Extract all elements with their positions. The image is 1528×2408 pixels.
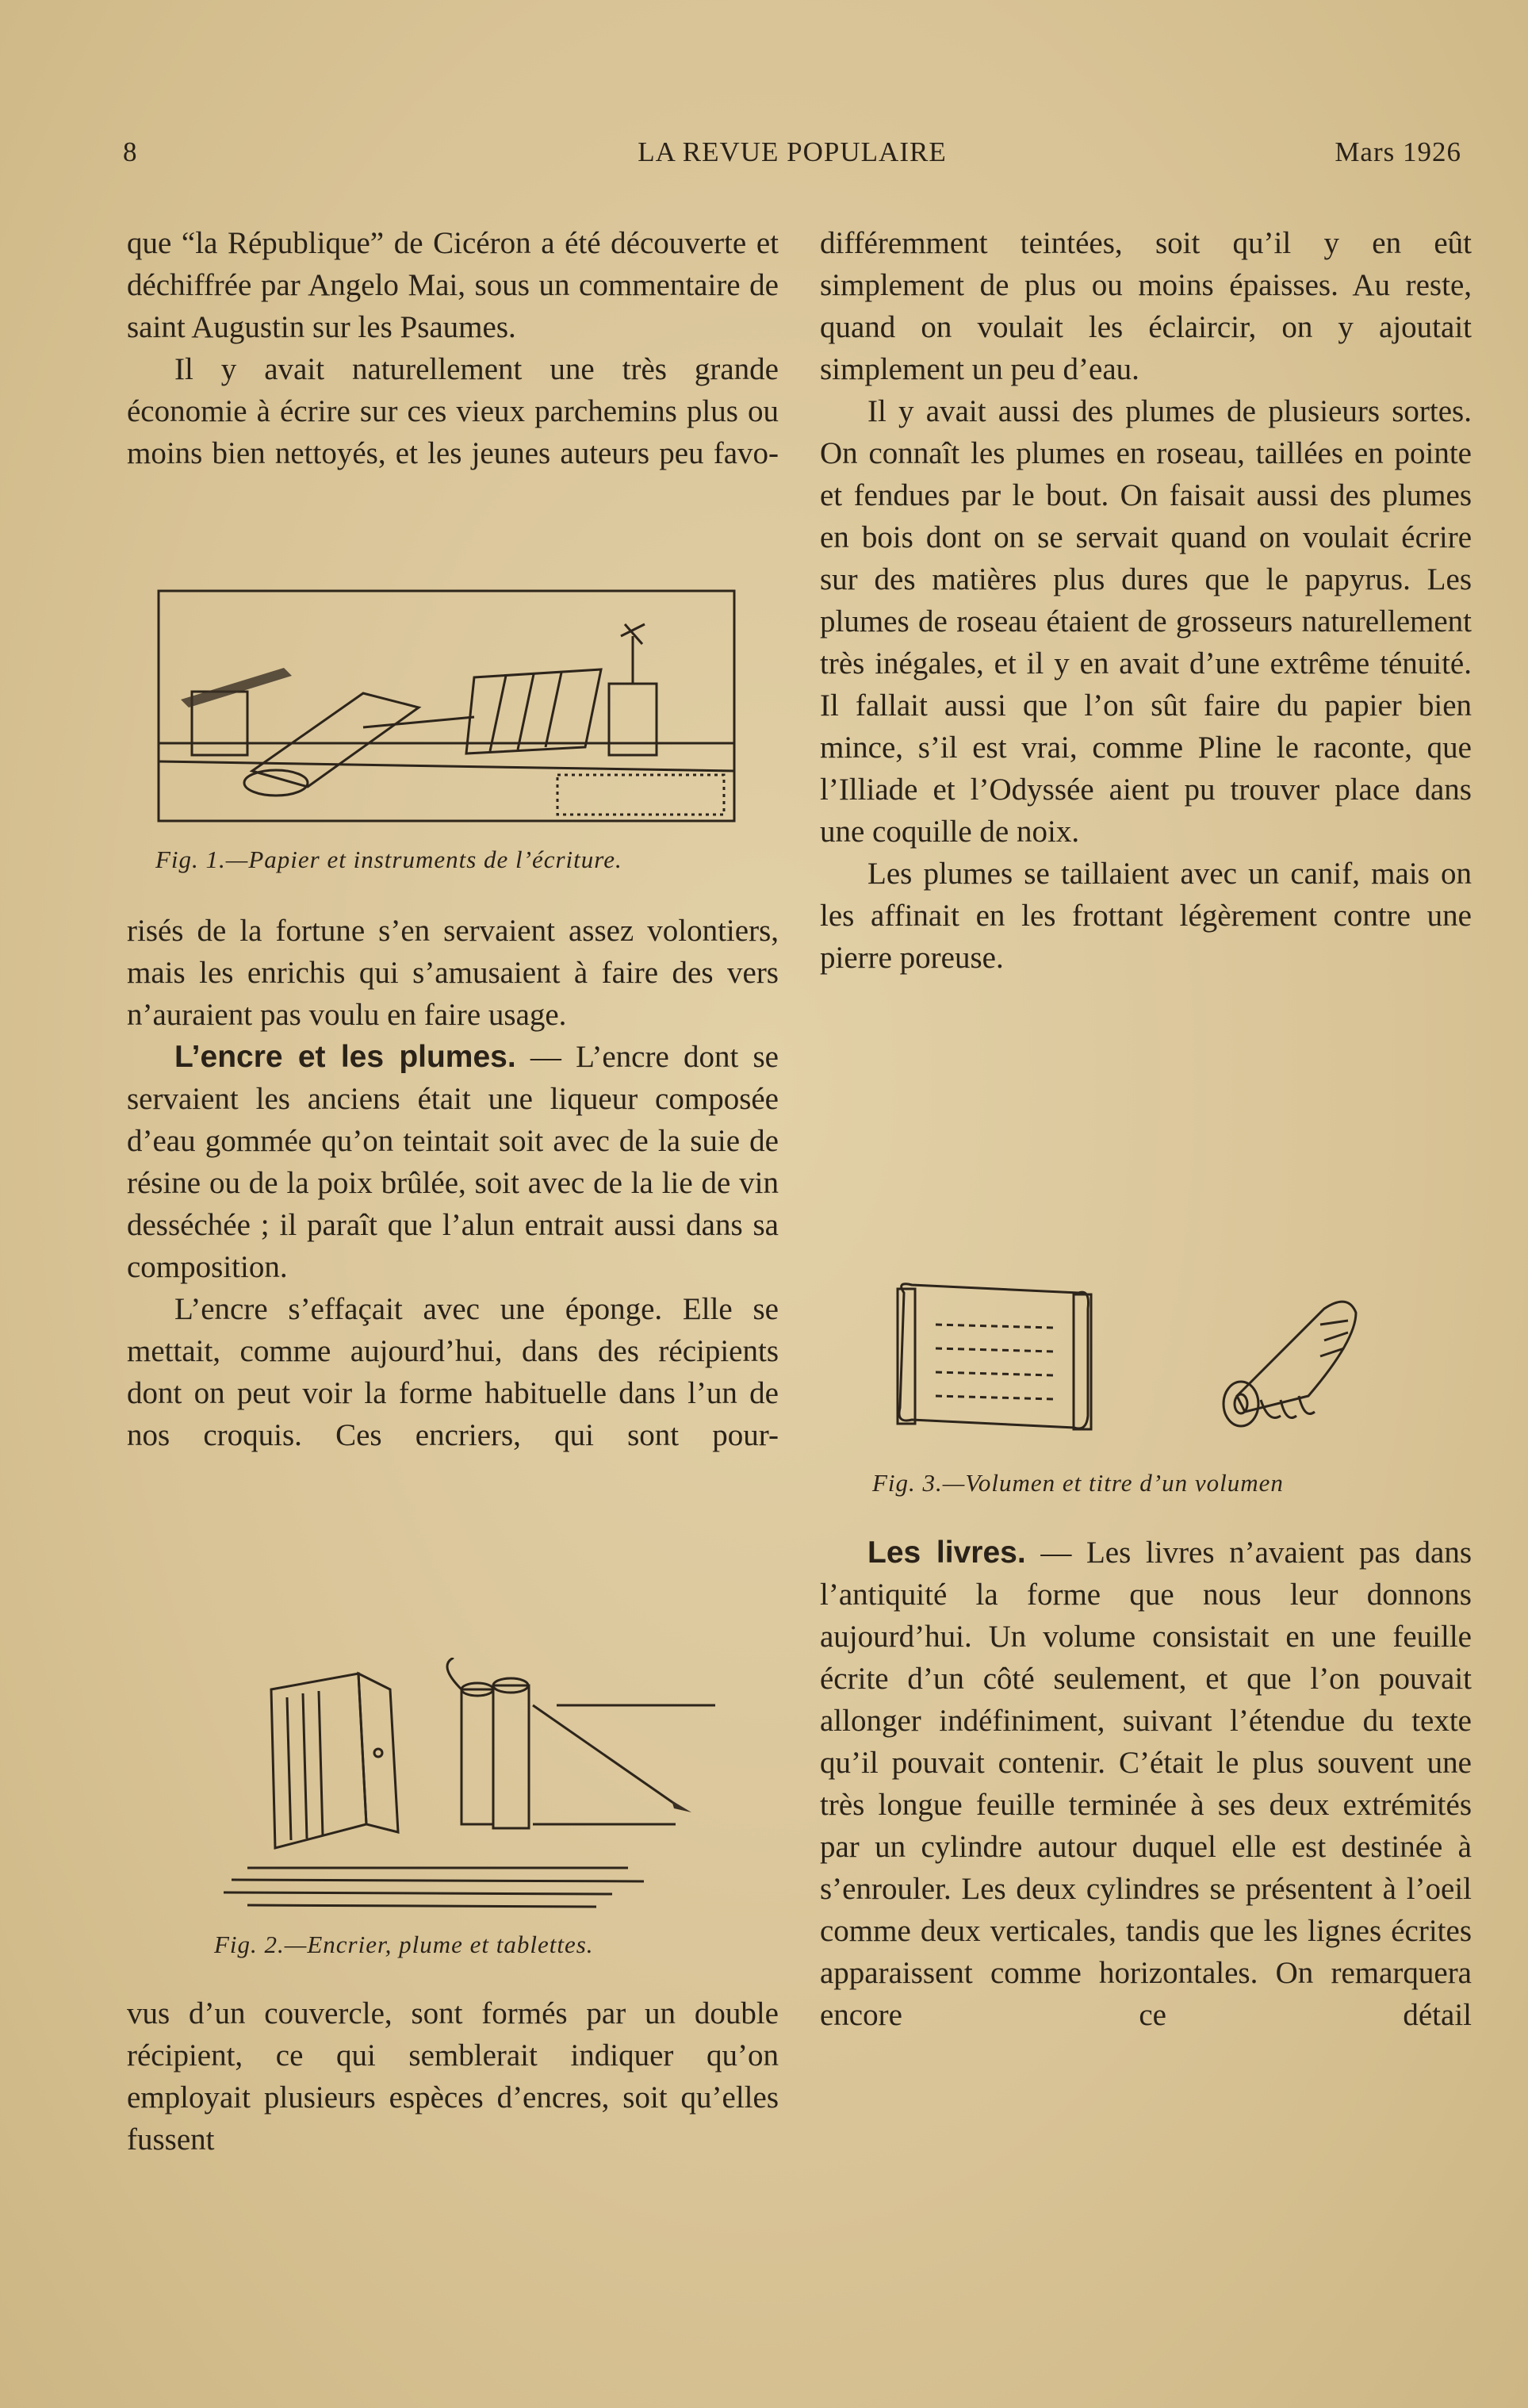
paragraph-pens: Il y avait aussi des plumes de plusieurs sortes. On connaît les plumes en roseau, taillées en pointe et fendues par le bout. On faisait aussi des plumes en bois dont on se servait quand on voulait écrire sur des matières plus dures que le papyrus. Les plumes de roseau étaient de grosseurs naturellement très inégales, et il y en avait d’une extrême ténuité. Il fallait aussi que l’on sût faire du papier bien mince, s’il est vrai, comme Pline le raconte, que l’Illiade et l’Odyssée aient pu trouver place dans une coquille de noix. [820, 394, 1472, 849]
column-2-bottom [820, 1532, 1472, 2036]
figure-1-caption: Fig. 1.—Papier et instruments de l’écriture. [155, 845, 622, 873]
paragraph-palimpsest-continued: que “la République” de Cicéron a été découverte et déchiffrée par Angelo Mai, sous un commentaire de saint Augustin sur les Psaumes. [127, 226, 779, 344]
running-header [123, 136, 1461, 176]
paragraph-inkwells-continued: vus d’un couvercle, sont formés par un double récipient, ce qui semblerait indiquer qu’on employait plusieurs espèces d’encres, soit qu’elles fussent [127, 1996, 779, 2157]
paragraph-ink: — L’encre dont se servaient les anciens était une liqueur composée d’eau gommée qu’on teintait soit avec de la suie de résine ou de la poix brûlée, soit avec de la lie de vin desséchée ; il paraît que l’alun entrait aussi dans sa composition. [127, 1040, 779, 1284]
figure-2-inkwell-pen-tablets [200, 1658, 717, 1919]
figure-3-volumen [880, 1277, 1419, 1447]
paragraph-books: — Les livres n’avaient pas dans l’antiquité la forme que nous leur donnons aujourd’hui. Un volume consistait en une feuille écrite d’un côté seulement, et que l’on pouvait allonger indéfiniment, suivant l’étendue du texte qu’il pouvait contenir. C’était le plus souvent une très longue feuille terminée à ses deux extrémités par un cylindre autour duquel elle est destinée à s’enrouler. Les deux cylindres se présentent à l’oeil comme deux verticales, tandis que les lignes écrites apparaissent comme horizontales. On remarquera encore ce détail [820, 1536, 1472, 2032]
paragraph-tinted-inks-continued: différemment teintées, soit qu’il y en eût simplement de plus ou moins épaisses. Au reste, quand on voulait les éclaircir, on y ajoutait simplement un peu d’eau. [820, 226, 1472, 386]
figure-1-writing-instruments [157, 589, 737, 825]
column-1-middle [127, 910, 779, 1456]
issue-date: Mars 1926 [1335, 136, 1461, 167]
subheading-books: Les livres. [867, 1536, 1026, 1570]
paragraph-pen-sharpening: Les plumes se taillaient avec un canif, mais on les affinait en les frottant légèrement contre une pierre poreuse. [820, 857, 1472, 975]
subheading-ink-and-pens: L’encre et les plumes. [174, 1040, 516, 1074]
paragraph-parchment-continued: risés de la fortune s’en servaient assez volontiers, mais les enrichis qui s’amusaient à faire des vers n’auraient pas voulu en faire usage. [127, 914, 779, 1032]
column-1-bottom [127, 1992, 779, 2161]
paragraph-parchment-economy: Il y avait naturellement une très grande économie à écrire sur ces vieux parchemins plus ou moins bien nettoyés, et les jeunes auteurs peu favo- [127, 352, 779, 470]
journal-title: LA REVUE POPULAIRE [638, 136, 947, 167]
page-number: 8 [123, 136, 138, 167]
paragraph-inkwells: L’encre s’effaçait avec une éponge. Elle se mettait, comme aujourd’hui, dans des récipients dont on peut voir la forme habituelle dans l’un de nos croquis. Ces encriers, qui sont pour- [127, 1292, 779, 1452]
figure-2-caption: Fig. 2.—Encrier, plume et tablettes. [214, 1931, 594, 1958]
column-2-top [820, 222, 1472, 979]
column-1-top [127, 222, 779, 474]
figure-3-caption: Fig. 3.—Volumen et titre d’un volumen [872, 1469, 1284, 1497]
